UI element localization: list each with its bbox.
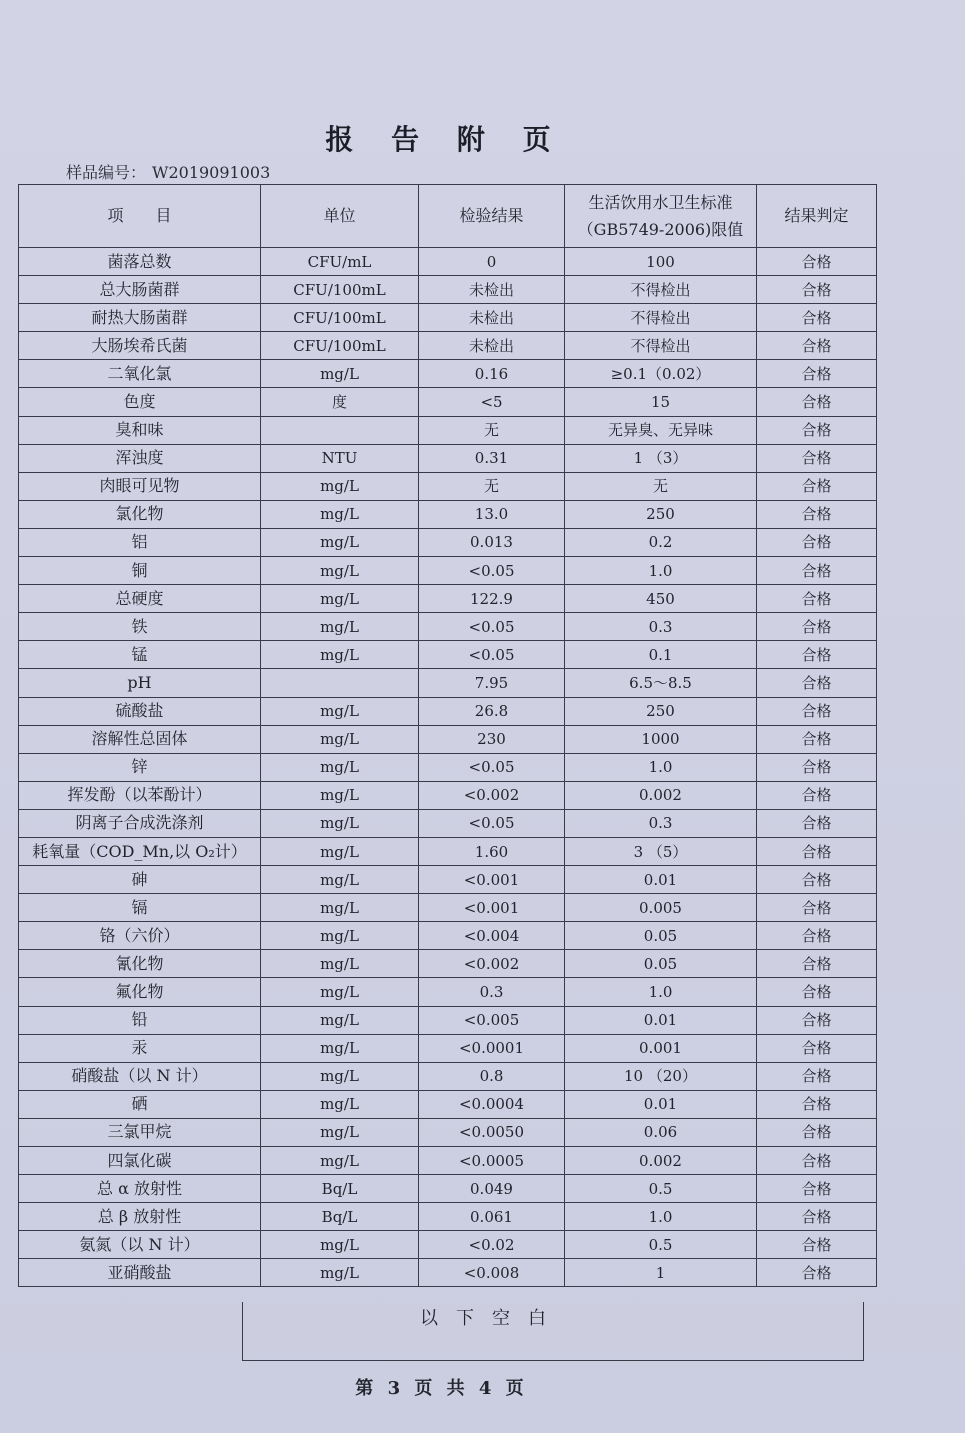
cell-unit: mg/L <box>261 1147 419 1175</box>
cell-result: <0.002 <box>419 950 565 978</box>
cell-unit: mg/L <box>261 500 419 528</box>
table-row <box>19 894 877 922</box>
cell-result: <5 <box>419 388 565 416</box>
cell-limit: 0.3 <box>565 613 757 641</box>
cell-item: 菌落总数 <box>19 248 261 276</box>
cell-judgement: 合格 <box>757 894 877 922</box>
cell-item: 锰 <box>19 641 261 669</box>
cell-result: 0.013 <box>419 528 565 556</box>
cell-judgement: 合格 <box>757 1034 877 1062</box>
cell-result: <0.0005 <box>419 1147 565 1175</box>
cell-item: 铅 <box>19 1006 261 1034</box>
sample-number-label: 样品编号： <box>66 163 147 182</box>
cell-limit: 0.05 <box>565 950 757 978</box>
results-table <box>18 184 877 1287</box>
cell-limit: 10 （20） <box>565 1062 757 1090</box>
cell-item: 镉 <box>19 894 261 922</box>
cell-limit: 250 <box>565 697 757 725</box>
table-row <box>19 978 877 1006</box>
cell-judgement: 合格 <box>757 781 877 809</box>
cell-result: 7.95 <box>419 669 565 697</box>
cell-limit: 0.01 <box>565 1090 757 1118</box>
cell-judgement: 合格 <box>757 276 877 304</box>
cell-item: 阴离子合成洗涤剂 <box>19 809 261 837</box>
cell-judgement: 合格 <box>757 416 877 444</box>
cell-unit: mg/L <box>261 1090 419 1118</box>
table-header-row <box>19 185 877 248</box>
cell-unit: mg/L <box>261 641 419 669</box>
table-row <box>19 1231 877 1259</box>
cell-item: 总大肠菌群 <box>19 276 261 304</box>
cell-judgement: 合格 <box>757 697 877 725</box>
table-row <box>19 641 877 669</box>
table-row <box>19 613 877 641</box>
cell-unit: mg/L <box>261 360 419 388</box>
cell-item: 二氧化氯 <box>19 360 261 388</box>
cell-item: 砷 <box>19 866 261 894</box>
table-body <box>19 248 877 1287</box>
cell-item: 耗氧量（COD_Mn,以 O₂计） <box>19 837 261 865</box>
cell-item: 硫酸盐 <box>19 697 261 725</box>
cell-item: 四氯化碳 <box>19 1147 261 1175</box>
cell-result: <0.0004 <box>419 1090 565 1118</box>
cell-judgement: 合格 <box>757 304 877 332</box>
cell-unit <box>261 416 419 444</box>
cell-judgement: 合格 <box>757 1062 877 1090</box>
cell-item: 总 β 放射性 <box>19 1203 261 1231</box>
cell-result: 26.8 <box>419 697 565 725</box>
cell-result: <0.05 <box>419 641 565 669</box>
cell-item: 氨氮（以 N 计） <box>19 1231 261 1259</box>
sample-number-value: W2019091003 <box>152 163 271 182</box>
cell-limit: ≥0.1（0.02） <box>565 360 757 388</box>
table-row <box>19 753 877 781</box>
cell-unit: mg/L <box>261 1259 419 1287</box>
cell-judgement: 合格 <box>757 641 877 669</box>
cell-unit: 度 <box>261 388 419 416</box>
cell-result: <0.008 <box>419 1259 565 1287</box>
cell-limit: 无异臭、无异味 <box>565 416 757 444</box>
cell-item: 氰化物 <box>19 950 261 978</box>
cell-judgement: 合格 <box>757 528 877 556</box>
cell-item: 色度 <box>19 388 261 416</box>
cell-unit: mg/L <box>261 1062 419 1090</box>
cell-judgement: 合格 <box>757 753 877 781</box>
cell-unit: Bq/L <box>261 1203 419 1231</box>
cell-limit: 0.1 <box>565 641 757 669</box>
cell-result: 0.31 <box>419 444 565 472</box>
cell-limit: 0.01 <box>565 1006 757 1034</box>
table-row <box>19 950 877 978</box>
table-row <box>19 725 877 753</box>
cell-limit: 1.0 <box>565 753 757 781</box>
cell-item: 臭和味 <box>19 416 261 444</box>
table-row <box>19 697 877 725</box>
table-row <box>19 837 877 865</box>
cell-item: 氯化物 <box>19 500 261 528</box>
cell-result: 无 <box>419 472 565 500</box>
cell-item: pH <box>19 669 261 697</box>
cell-item: 硒 <box>19 1090 261 1118</box>
cell-limit: 0.5 <box>565 1231 757 1259</box>
cell-unit: mg/L <box>261 613 419 641</box>
table-row <box>19 248 877 276</box>
cell-item: 氟化物 <box>19 978 261 1006</box>
cell-judgement: 合格 <box>757 1147 877 1175</box>
header-unit: 单位 <box>261 185 419 248</box>
cell-item: 大肠埃希氏菌 <box>19 332 261 360</box>
cell-limit: 1 <box>565 1259 757 1287</box>
page-title: 报 告 附 页 <box>325 123 565 156</box>
table-row <box>19 809 877 837</box>
cell-unit: mg/L <box>261 585 419 613</box>
table-row <box>19 1062 877 1090</box>
cell-limit: 0.005 <box>565 894 757 922</box>
table-row <box>19 1147 877 1175</box>
table-row <box>19 922 877 950</box>
table-row <box>19 360 877 388</box>
cell-judgement: 合格 <box>757 922 877 950</box>
cell-item: 肉眼可见物 <box>19 472 261 500</box>
cell-limit: 0.3 <box>565 809 757 837</box>
cell-unit: mg/L <box>261 753 419 781</box>
cell-item: 铜 <box>19 557 261 585</box>
page-number: 第 3 页 共 4 页 <box>355 1378 528 1399</box>
cell-item: 总硬度 <box>19 585 261 613</box>
cell-result: <0.005 <box>419 1006 565 1034</box>
cell-judgement: 合格 <box>757 725 877 753</box>
table-row <box>19 500 877 528</box>
cell-result: <0.02 <box>419 1231 565 1259</box>
cell-unit: CFU/100mL <box>261 304 419 332</box>
cell-limit: 3 （5） <box>565 837 757 865</box>
cell-result: 未检出 <box>419 276 565 304</box>
cell-unit: mg/L <box>261 1231 419 1259</box>
cell-judgement: 合格 <box>757 557 877 585</box>
cell-unit: mg/L <box>261 950 419 978</box>
cell-limit: 不得检出 <box>565 332 757 360</box>
cell-limit: 15 <box>565 388 757 416</box>
cell-unit: mg/L <box>261 1034 419 1062</box>
cell-result: <0.0050 <box>419 1118 565 1146</box>
cell-item: 硝酸盐（以 N 计） <box>19 1062 261 1090</box>
cell-limit: 0.002 <box>565 1147 757 1175</box>
cell-unit: mg/L <box>261 697 419 725</box>
cell-judgement: 合格 <box>757 613 877 641</box>
cell-limit: 1000 <box>565 725 757 753</box>
cell-result: 1.60 <box>419 837 565 865</box>
table-row <box>19 444 877 472</box>
header-item: 项 目 <box>19 185 261 248</box>
table-row <box>19 388 877 416</box>
table-row <box>19 866 877 894</box>
cell-result: <0.002 <box>419 781 565 809</box>
cell-judgement: 合格 <box>757 388 877 416</box>
cell-limit: 无 <box>565 472 757 500</box>
cell-unit: mg/L <box>261 894 419 922</box>
table-row <box>19 1118 877 1146</box>
cell-limit: 1.0 <box>565 978 757 1006</box>
cell-judgement: 合格 <box>757 950 877 978</box>
cell-unit: CFU/100mL <box>261 332 419 360</box>
cell-limit: 0.001 <box>565 1034 757 1062</box>
cell-judgement: 合格 <box>757 444 877 472</box>
cell-result: 0.8 <box>419 1062 565 1090</box>
cell-result: 122.9 <box>419 585 565 613</box>
cell-unit: mg/L <box>261 978 419 1006</box>
cell-result: 无 <box>419 416 565 444</box>
cell-item: 耐热大肠菌群 <box>19 304 261 332</box>
cell-limit: 0.002 <box>565 781 757 809</box>
cell-judgement: 合格 <box>757 332 877 360</box>
cell-result: 0 <box>419 248 565 276</box>
cell-judgement: 合格 <box>757 1090 877 1118</box>
cell-result: 0.061 <box>419 1203 565 1231</box>
cell-result: <0.05 <box>419 809 565 837</box>
table-row <box>19 1034 877 1062</box>
cell-unit: mg/L <box>261 809 419 837</box>
table-row <box>19 1175 877 1203</box>
cell-result: <0.0001 <box>419 1034 565 1062</box>
cell-unit: mg/L <box>261 866 419 894</box>
table-row <box>19 472 877 500</box>
cell-result: 0.16 <box>419 360 565 388</box>
cell-judgement: 合格 <box>757 248 877 276</box>
sample-number <box>66 160 270 183</box>
cell-item: 亚硝酸盐 <box>19 1259 261 1287</box>
cell-item: 三氯甲烷 <box>19 1118 261 1146</box>
cell-result: 未检出 <box>419 332 565 360</box>
cell-item: 铬（六价） <box>19 922 261 950</box>
cell-judgement: 合格 <box>757 669 877 697</box>
cell-judgement: 合格 <box>757 809 877 837</box>
cell-limit: 250 <box>565 500 757 528</box>
cell-judgement: 合格 <box>757 1259 877 1287</box>
cell-result: 0.049 <box>419 1175 565 1203</box>
table-row <box>19 557 877 585</box>
cell-result: 230 <box>419 725 565 753</box>
cell-item: 浑浊度 <box>19 444 261 472</box>
table-row <box>19 1006 877 1034</box>
cell-limit: 不得检出 <box>565 276 757 304</box>
cell-judgement: 合格 <box>757 1175 877 1203</box>
cell-unit: mg/L <box>261 725 419 753</box>
cell-judgement: 合格 <box>757 1231 877 1259</box>
table-row <box>19 528 877 556</box>
cell-result: <0.05 <box>419 557 565 585</box>
cell-item: 溶解性总固体 <box>19 725 261 753</box>
cell-judgement: 合格 <box>757 978 877 1006</box>
cell-item: 总 α 放射性 <box>19 1175 261 1203</box>
cell-limit: 0.2 <box>565 528 757 556</box>
cell-item: 锌 <box>19 753 261 781</box>
cell-judgement: 合格 <box>757 360 877 388</box>
cell-limit: 0.5 <box>565 1175 757 1203</box>
table-row <box>19 781 877 809</box>
cell-unit: mg/L <box>261 1006 419 1034</box>
cell-result: <0.004 <box>419 922 565 950</box>
header-standard: 生活饮用水卫生标准（GB5749-2006)限值 <box>565 185 757 248</box>
cell-judgement: 合格 <box>757 472 877 500</box>
cell-result: 13.0 <box>419 500 565 528</box>
table-row <box>19 1259 877 1287</box>
cell-limit: 0.01 <box>565 866 757 894</box>
table-row <box>19 585 877 613</box>
cell-result: <0.05 <box>419 613 565 641</box>
table-row <box>19 304 877 332</box>
cell-unit: mg/L <box>261 922 419 950</box>
cell-limit: 0.05 <box>565 922 757 950</box>
cell-result: 未检出 <box>419 304 565 332</box>
cell-item: 汞 <box>19 1034 261 1062</box>
table-row <box>19 416 877 444</box>
cell-unit: mg/L <box>261 472 419 500</box>
blank-note: 以下空白 <box>420 1308 564 1329</box>
cell-unit: mg/L <box>261 1118 419 1146</box>
header-result: 检验结果 <box>419 185 565 248</box>
table-row <box>19 1203 877 1231</box>
cell-judgement: 合格 <box>757 866 877 894</box>
cell-limit: 1.0 <box>565 1203 757 1231</box>
cell-result: <0.001 <box>419 866 565 894</box>
cell-unit: CFU/100mL <box>261 276 419 304</box>
cell-judgement: 合格 <box>757 1118 877 1146</box>
cell-unit: CFU/mL <box>261 248 419 276</box>
cell-unit: NTU <box>261 444 419 472</box>
cell-judgement: 合格 <box>757 1006 877 1034</box>
cell-limit: 450 <box>565 585 757 613</box>
header-judgement: 结果判定 <box>757 185 877 248</box>
cell-result: 0.3 <box>419 978 565 1006</box>
cell-unit: mg/L <box>261 781 419 809</box>
cell-unit: Bq/L <box>261 1175 419 1203</box>
cell-item: 铝 <box>19 528 261 556</box>
cell-item: 挥发酚（以苯酚计） <box>19 781 261 809</box>
cell-unit <box>261 669 419 697</box>
cell-limit: 100 <box>565 248 757 276</box>
cell-unit: mg/L <box>261 528 419 556</box>
cell-judgement: 合格 <box>757 837 877 865</box>
cell-limit: 不得检出 <box>565 304 757 332</box>
cell-unit: mg/L <box>261 557 419 585</box>
cell-judgement: 合格 <box>757 500 877 528</box>
cell-result: <0.001 <box>419 894 565 922</box>
cell-limit: 6.5～8.5 <box>565 669 757 697</box>
table-row <box>19 669 877 697</box>
cell-limit: 1 （3） <box>565 444 757 472</box>
cell-limit: 0.06 <box>565 1118 757 1146</box>
cell-result: <0.05 <box>419 753 565 781</box>
cell-item: 铁 <box>19 613 261 641</box>
cell-judgement: 合格 <box>757 1203 877 1231</box>
cell-limit: 1.0 <box>565 557 757 585</box>
table-row <box>19 1090 877 1118</box>
table-row <box>19 276 877 304</box>
cell-unit: mg/L <box>261 837 419 865</box>
cell-judgement: 合格 <box>757 585 877 613</box>
table-row <box>19 332 877 360</box>
